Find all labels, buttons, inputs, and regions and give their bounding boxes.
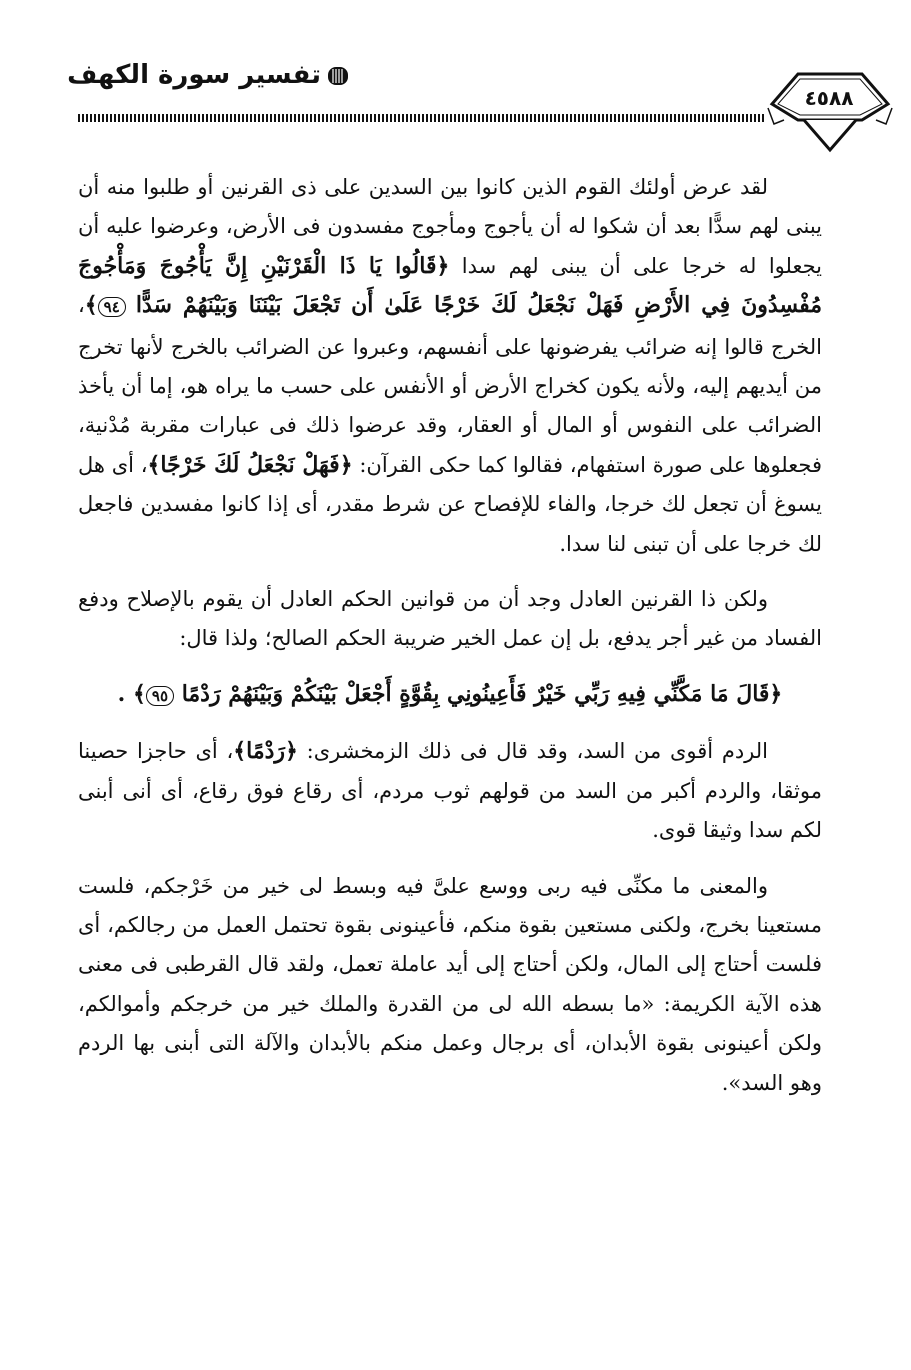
quran-quote: ﴿رَدْمًا﴾ xyxy=(233,738,298,765)
page-number: ٤٥٨٨ xyxy=(804,86,854,110)
paragraph-4 xyxy=(78,867,822,1103)
page-header xyxy=(0,0,911,160)
header-rule xyxy=(78,114,766,122)
paragraph-1 xyxy=(78,168,822,564)
quran-quote: ﴿قَالُوا يَا ذَا الْقَرْنَيْنِ إِنَّ يَأْجُوجَ وَمَأْجُوجَ مُفْسِدُونَ فِي الأَرْضِ فَهَلْ نَجْعَلُ لَكَ خَرْجًا عَلَىٰ أَن تَجْعَلَ بَيْنَنَا وَبَيْنَهُمْ سَدًّا xyxy=(78,252,822,319)
running-title: تفسير سورة الكهف xyxy=(67,60,321,90)
quran-quote: ﴿فَهَلْ نَجْعَلُ لَكَ خَرْجًا﴾ xyxy=(147,451,353,478)
text-segment: ، أى هل يسوغ أن تجعل لك خرجا، والفاء للإفصاح عن شرط مقدر، أى إذا كانوا مفسدين فاجعل لك خرجا على أن تبنى لنا سدا. xyxy=(78,452,822,556)
text-segment: لقد عرض أولئك القوم الذين كانوا بين السدين على ذى القرنين أو طلبوا منه أن يبنى لهم سدًّا بعد أن شكوا له أن يأجوج ومأجوج مفسدون فى الأرض، وعرضوا عليه أن يجعلوا له خرجا على أن يبنى لهم سدا xyxy=(78,175,822,278)
body-text xyxy=(78,168,822,1103)
quran-quote-close: ﴾ xyxy=(84,292,98,319)
paragraph-3 xyxy=(78,732,822,850)
text-segment: ولكن ذا القرنين العادل وجد أن من قوانين الحكم العادل أن يقوم بالإصلاح ودفع الفساد من غير أجر يدفع، بل إن عمل الخير ضريبة الحكم الصالح؛ ولذا قال: xyxy=(78,587,822,651)
paragraph-2 xyxy=(78,580,822,659)
text-segment: والمعنى ما مكنِّى فيه ربى ووسع علىَّ فيه وبسط لى خير من خَرْجكم، فلست مستعينا بخرج، ولكنى مستعين بقوة منكم، فأعينونى بقوة تحتمل العمل من رجالكم، أى فلست أحتاج إلى المال، ولكن أحتاج إلى أيد عاملة تعمل، ولقد قال القرطبى فى معنى هذه الآية الكريمة: «ما بسطه الله لى من القدرة والملك خير من خرجكم وأموالكم، ولكن أعينونى بقوة الأبدان، أى برجال وعمل منكم بالأبدان والآلة التى أبنى بها الردم وهو السد». xyxy=(78,873,822,1095)
ayah-number: ٩٥ xyxy=(146,686,174,706)
quran-quote-close: ﴾ xyxy=(133,680,146,707)
verse-95 xyxy=(78,675,822,716)
ayah-number: ٩٤ xyxy=(98,297,126,317)
ornament-icon xyxy=(327,66,349,86)
text-segment: ، أى حاجزا حصينا موثقا، والردم أكبر من السد من قولهم ثوب مردم، أى رقاع فوق رقاع، أى أنى أبنى لكم سدا وثيقا قوى. xyxy=(78,739,822,843)
text-segment: ، الخرج قالوا إنه ضرائب يفرضونها على أنفسهم، وعبروا عن الضرائب بالخرج لأنها تخرج من أيديهم إليه، ولأنه يكون كخراج الأرض أو الأنفس على حسب ما يراه هو، إما أن يأخذ الضرائب على النفوس أو المال أو العقار، وقد عرضوا ذلك فى عبارات مقربة مُدْنية، فجعلوها على صورة استفهام، فقالوا كما حكى القرآن: xyxy=(78,293,822,477)
text-segment: . xyxy=(117,680,133,707)
page-number-badge-icon xyxy=(764,70,896,154)
text-segment: الردم أقوى من السد، وقد قال فى ذلك الزمخشرى: xyxy=(297,739,768,764)
quran-quote: ﴿قَالَ مَا مَكَّنِّي فِيهِ رَبِّي خَيْرٌ فَأَعِينُونِي بِقُوَّةٍ أَجْعَلْ بَيْنَكُمْ وَبَيْنَهُمْ رَدْمًا xyxy=(181,680,783,707)
